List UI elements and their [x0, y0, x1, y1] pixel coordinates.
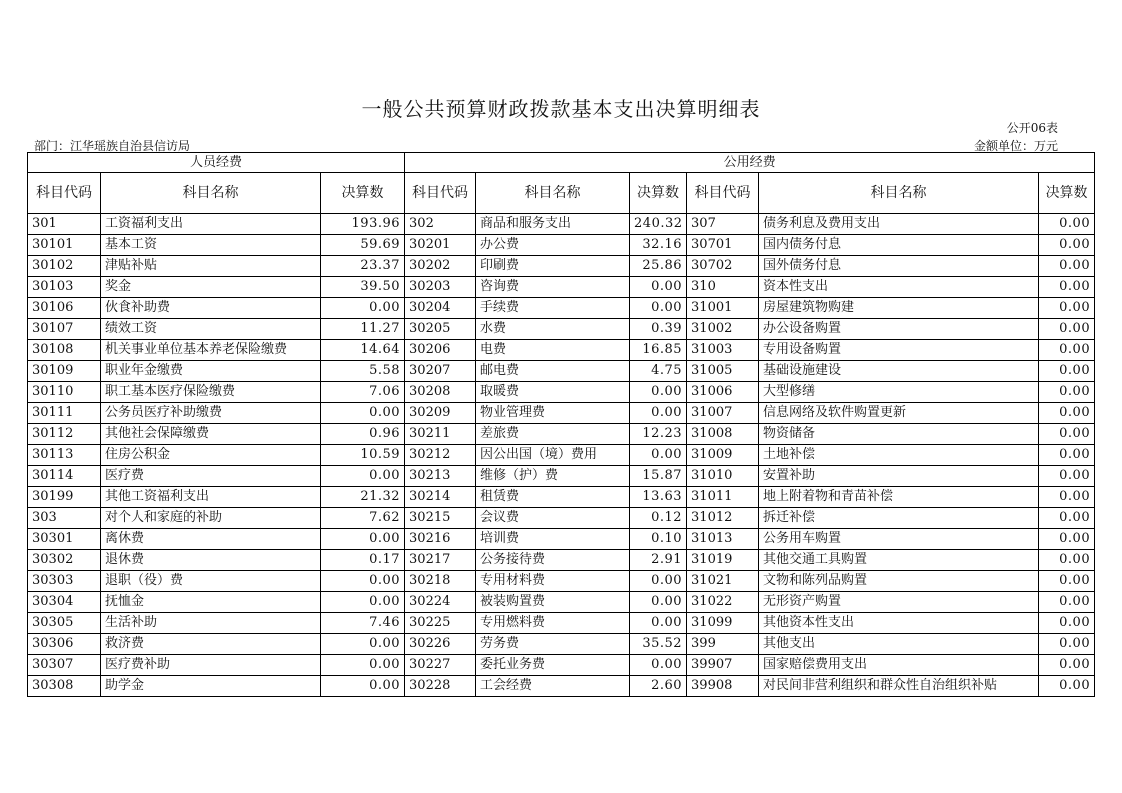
item-name: 抚恤金	[101, 592, 321, 613]
item-name: 退职（役）费	[101, 571, 321, 592]
item-code: 30228	[405, 676, 476, 697]
item-amount: 0.00	[630, 382, 687, 403]
item-amount: 0.00	[1039, 571, 1095, 592]
item-amount: 0.00	[630, 592, 687, 613]
item-amount: 4.75	[630, 361, 687, 382]
item-name: 手续费	[476, 298, 630, 319]
table-row	[28, 592, 1095, 613]
item-name: 办公费	[476, 235, 630, 256]
item-code: 31011	[687, 487, 759, 508]
item-name: 拆迁补偿	[759, 508, 1039, 529]
item-name: 其他交通工具购置	[759, 550, 1039, 571]
item-name: 其他社会保障缴费	[101, 424, 321, 445]
item-code: 30209	[405, 403, 476, 424]
item-name: 地上附着物和青苗补偿	[759, 487, 1039, 508]
item-code: 30203	[405, 277, 476, 298]
item-name: 助学金	[101, 676, 321, 697]
item-code: 39907	[687, 655, 759, 676]
item-amount: 0.00	[321, 592, 405, 613]
item-code: 31002	[687, 319, 759, 340]
item-code: 31005	[687, 361, 759, 382]
item-code: 30306	[28, 634, 101, 655]
item-code: 30214	[405, 487, 476, 508]
table-row	[28, 403, 1095, 424]
item-code: 30301	[28, 529, 101, 550]
item-code: 30101	[28, 235, 101, 256]
item-amount: 0.00	[630, 298, 687, 319]
item-amount: 0.00	[1039, 508, 1095, 529]
table-row	[28, 634, 1095, 655]
col-name-2: 科目名称	[476, 173, 630, 214]
col-amount-2: 决算数	[630, 173, 687, 214]
item-code: 30206	[405, 340, 476, 361]
item-amount: 13.63	[630, 487, 687, 508]
item-amount: 7.06	[321, 382, 405, 403]
item-name: 伙食补助费	[101, 298, 321, 319]
item-name: 公务员医疗补助缴费	[101, 403, 321, 424]
item-amount: 0.00	[1039, 634, 1095, 655]
report-title: 一般公共预算财政拨款基本支出决算明细表	[361, 97, 761, 121]
item-amount: 0.00	[1039, 277, 1095, 298]
item-code: 303	[28, 508, 101, 529]
item-amount: 240.32	[630, 214, 687, 235]
item-amount: 0.00	[321, 571, 405, 592]
item-code: 30308	[28, 676, 101, 697]
item-amount: 0.00	[630, 571, 687, 592]
item-name: 土地补偿	[759, 445, 1039, 466]
item-name: 基本工资	[101, 235, 321, 256]
item-code: 30102	[28, 256, 101, 277]
item-code: 30217	[405, 550, 476, 571]
item-name: 商品和服务支出	[476, 214, 630, 235]
item-code: 30213	[405, 466, 476, 487]
table-row	[28, 676, 1095, 697]
item-name: 公务接待费	[476, 550, 630, 571]
table-row	[28, 256, 1095, 277]
item-amount: 0.00	[1039, 655, 1095, 676]
item-name: 住房公积金	[101, 445, 321, 466]
item-code: 31006	[687, 382, 759, 403]
item-amount: 0.00	[1039, 529, 1095, 550]
item-amount: 0.00	[1039, 403, 1095, 424]
item-code: 30225	[405, 613, 476, 634]
item-name: 对个人和家庭的补助	[101, 508, 321, 529]
table-row	[28, 529, 1095, 550]
item-code: 30114	[28, 466, 101, 487]
item-name: 其他资本性支出	[759, 613, 1039, 634]
item-name: 工资福利支出	[101, 214, 321, 235]
item-amount: 0.00	[1039, 256, 1095, 277]
item-name: 安置补助	[759, 466, 1039, 487]
item-name: 工会经费	[476, 676, 630, 697]
item-amount: 23.37	[321, 256, 405, 277]
item-code: 31008	[687, 424, 759, 445]
item-name: 债务利息及费用支出	[759, 214, 1039, 235]
item-amount: 0.00	[1039, 235, 1095, 256]
item-name: 租赁费	[476, 487, 630, 508]
item-amount: 2.91	[630, 550, 687, 571]
item-amount: 0.00	[630, 655, 687, 676]
item-code: 310	[687, 277, 759, 298]
table-row	[28, 550, 1095, 571]
col-amount-1: 决算数	[321, 173, 405, 214]
item-name: 咨询费	[476, 277, 630, 298]
item-code: 30108	[28, 340, 101, 361]
item-name: 水费	[476, 319, 630, 340]
item-name: 无形资产购置	[759, 592, 1039, 613]
item-code: 30227	[405, 655, 476, 676]
item-amount: 32.16	[630, 235, 687, 256]
item-amount: 0.10	[630, 529, 687, 550]
personnel-group-header: 人员经费	[28, 153, 405, 173]
item-name: 电费	[476, 340, 630, 361]
column-header-row	[28, 173, 1095, 214]
item-code: 30212	[405, 445, 476, 466]
table-row	[28, 277, 1095, 298]
item-amount: 0.12	[630, 508, 687, 529]
table-row	[28, 214, 1095, 235]
item-name: 基础设施建设	[759, 361, 1039, 382]
item-amount: 35.52	[630, 634, 687, 655]
table-row	[28, 613, 1095, 634]
table-row	[28, 382, 1095, 403]
item-name: 专用材料费	[476, 571, 630, 592]
item-name: 津贴补贴	[101, 256, 321, 277]
item-code: 30107	[28, 319, 101, 340]
table-row	[28, 508, 1095, 529]
item-code: 30112	[28, 424, 101, 445]
item-amount: 0.00	[1039, 466, 1095, 487]
table-row	[28, 655, 1095, 676]
item-name: 物资储备	[759, 424, 1039, 445]
item-code: 30701	[687, 235, 759, 256]
item-name: 邮电费	[476, 361, 630, 382]
table-row	[28, 235, 1095, 256]
item-code: 30211	[405, 424, 476, 445]
item-name: 机关事业单位基本养老保险缴费	[101, 340, 321, 361]
item-name: 因公出国（境）费用	[476, 445, 630, 466]
item-name: 专用设备购置	[759, 340, 1039, 361]
item-name: 差旅费	[476, 424, 630, 445]
item-name: 离休费	[101, 529, 321, 550]
item-code: 31001	[687, 298, 759, 319]
item-code: 30307	[28, 655, 101, 676]
item-code: 301	[28, 214, 101, 235]
item-code: 30113	[28, 445, 101, 466]
item-code: 30205	[405, 319, 476, 340]
item-amount: 0.00	[1039, 550, 1095, 571]
item-code: 31099	[687, 613, 759, 634]
item-code: 31010	[687, 466, 759, 487]
item-name: 资本性支出	[759, 277, 1039, 298]
item-amount: 10.59	[321, 445, 405, 466]
table-body	[28, 214, 1095, 697]
item-amount: 0.00	[630, 445, 687, 466]
item-code: 30304	[28, 592, 101, 613]
item-name: 退休费	[101, 550, 321, 571]
item-name: 取暖费	[476, 382, 630, 403]
item-code: 30103	[28, 277, 101, 298]
item-amount: 39.50	[321, 277, 405, 298]
item-name: 公务用车购置	[759, 529, 1039, 550]
item-name: 职工基本医疗保险缴费	[101, 382, 321, 403]
item-name: 职业年金缴费	[101, 361, 321, 382]
item-name: 其他支出	[759, 634, 1039, 655]
item-name: 劳务费	[476, 634, 630, 655]
item-amount: 0.00	[630, 403, 687, 424]
item-code: 30702	[687, 256, 759, 277]
item-amount: 0.00	[1039, 445, 1095, 466]
table-row	[28, 340, 1095, 361]
public-group-header: 公用经费	[405, 153, 1095, 173]
col-code-1: 科目代码	[28, 173, 101, 214]
item-amount: 0.00	[1039, 613, 1095, 634]
table-row	[28, 298, 1095, 319]
expenditure-detail-table	[27, 152, 1095, 697]
item-amount: 0.00	[321, 634, 405, 655]
item-name: 其他工资福利支出	[101, 487, 321, 508]
item-code: 39908	[687, 676, 759, 697]
item-name: 生活补助	[101, 613, 321, 634]
item-amount: 59.69	[321, 235, 405, 256]
item-amount: 0.00	[1039, 214, 1095, 235]
col-name-3: 科目名称	[759, 173, 1039, 214]
item-name: 维修（护）费	[476, 466, 630, 487]
table-row	[28, 361, 1095, 382]
item-amount: 16.85	[630, 340, 687, 361]
amount-unit-label: 金额单位：万元	[973, 139, 1058, 153]
item-code: 307	[687, 214, 759, 235]
item-amount: 7.46	[321, 613, 405, 634]
item-code: 30109	[28, 361, 101, 382]
table-row	[28, 487, 1095, 508]
col-name-1: 科目名称	[101, 173, 321, 214]
item-amount: 0.00	[630, 613, 687, 634]
table-row	[28, 445, 1095, 466]
item-name: 委托业务费	[476, 655, 630, 676]
item-code: 31012	[687, 508, 759, 529]
col-code-3: 科目代码	[687, 173, 759, 214]
item-code: 30215	[405, 508, 476, 529]
item-name: 文物和陈列品购置	[759, 571, 1039, 592]
item-code: 31007	[687, 403, 759, 424]
item-name: 国内债务付息	[759, 235, 1039, 256]
item-code: 30106	[28, 298, 101, 319]
item-code: 31013	[687, 529, 759, 550]
item-code: 30111	[28, 403, 101, 424]
item-amount: 0.00	[321, 676, 405, 697]
item-name: 专用燃料费	[476, 613, 630, 634]
item-code: 302	[405, 214, 476, 235]
item-amount: 5.58	[321, 361, 405, 382]
item-amount: 0.17	[321, 550, 405, 571]
item-code: 31009	[687, 445, 759, 466]
item-code: 30110	[28, 382, 101, 403]
item-amount: 0.00	[321, 655, 405, 676]
item-amount: 0.00	[1039, 298, 1095, 319]
item-amount: 2.60	[630, 676, 687, 697]
col-amount-3: 决算数	[1039, 173, 1095, 214]
item-amount: 11.27	[321, 319, 405, 340]
item-code: 31003	[687, 340, 759, 361]
item-name: 绩效工资	[101, 319, 321, 340]
item-amount: 15.87	[630, 466, 687, 487]
item-code: 31022	[687, 592, 759, 613]
item-code: 30199	[28, 487, 101, 508]
item-name: 医疗费补助	[101, 655, 321, 676]
item-amount: 0.00	[321, 298, 405, 319]
item-amount: 0.00	[321, 529, 405, 550]
item-amount: 0.00	[1039, 382, 1095, 403]
item-amount: 0.00	[1039, 424, 1095, 445]
item-code: 31021	[687, 571, 759, 592]
item-code: 30208	[405, 382, 476, 403]
item-amount: 21.32	[321, 487, 405, 508]
group-header-row	[28, 153, 1095, 173]
item-code: 30305	[28, 613, 101, 634]
item-code: 30302	[28, 550, 101, 571]
item-name: 救济费	[101, 634, 321, 655]
item-code: 30204	[405, 298, 476, 319]
item-amount: 0.00	[1039, 592, 1095, 613]
item-code: 30201	[405, 235, 476, 256]
table-row	[28, 466, 1095, 487]
item-amount: 0.00	[1039, 340, 1095, 361]
item-name: 大型修缮	[759, 382, 1039, 403]
col-code-2: 科目代码	[405, 173, 476, 214]
item-name: 会议费	[476, 508, 630, 529]
item-name: 对民间非营利组织和群众性自治组织补贴	[759, 676, 1039, 697]
item-name: 信息网络及软件购置更新	[759, 403, 1039, 424]
item-name: 物业管理费	[476, 403, 630, 424]
item-code: 30216	[405, 529, 476, 550]
item-name: 国外债务付息	[759, 256, 1039, 277]
table-row	[28, 571, 1095, 592]
item-code: 30202	[405, 256, 476, 277]
item-amount: 0.39	[630, 319, 687, 340]
item-name: 国家赔偿费用支出	[759, 655, 1039, 676]
department-label: 部门：江华瑶族自治县信访局	[34, 139, 191, 153]
item-amount: 25.86	[630, 256, 687, 277]
item-amount: 0.00	[1039, 676, 1095, 697]
item-amount: 0.96	[321, 424, 405, 445]
item-name: 印刷费	[476, 256, 630, 277]
form-number: 公开06表	[1006, 121, 1058, 135]
item-code: 30224	[405, 592, 476, 613]
item-code: 30207	[405, 361, 476, 382]
item-code: 31019	[687, 550, 759, 571]
item-amount: 0.00	[630, 277, 687, 298]
item-amount: 0.00	[321, 466, 405, 487]
item-amount: 0.00	[321, 403, 405, 424]
item-name: 房屋建筑物购建	[759, 298, 1039, 319]
item-name: 医疗费	[101, 466, 321, 487]
item-name: 培训费	[476, 529, 630, 550]
item-code: 30226	[405, 634, 476, 655]
table-row	[28, 319, 1095, 340]
item-amount: 0.00	[1039, 361, 1095, 382]
item-amount: 193.96	[321, 214, 405, 235]
item-name: 办公设备购置	[759, 319, 1039, 340]
item-amount: 0.00	[1039, 487, 1095, 508]
item-name: 被装购置费	[476, 592, 630, 613]
item-code: 30303	[28, 571, 101, 592]
item-amount: 14.64	[321, 340, 405, 361]
item-amount: 0.00	[1039, 319, 1095, 340]
item-code: 30218	[405, 571, 476, 592]
item-code: 399	[687, 634, 759, 655]
item-amount: 12.23	[630, 424, 687, 445]
table-row	[28, 424, 1095, 445]
item-name: 奖金	[101, 277, 321, 298]
item-amount: 7.62	[321, 508, 405, 529]
